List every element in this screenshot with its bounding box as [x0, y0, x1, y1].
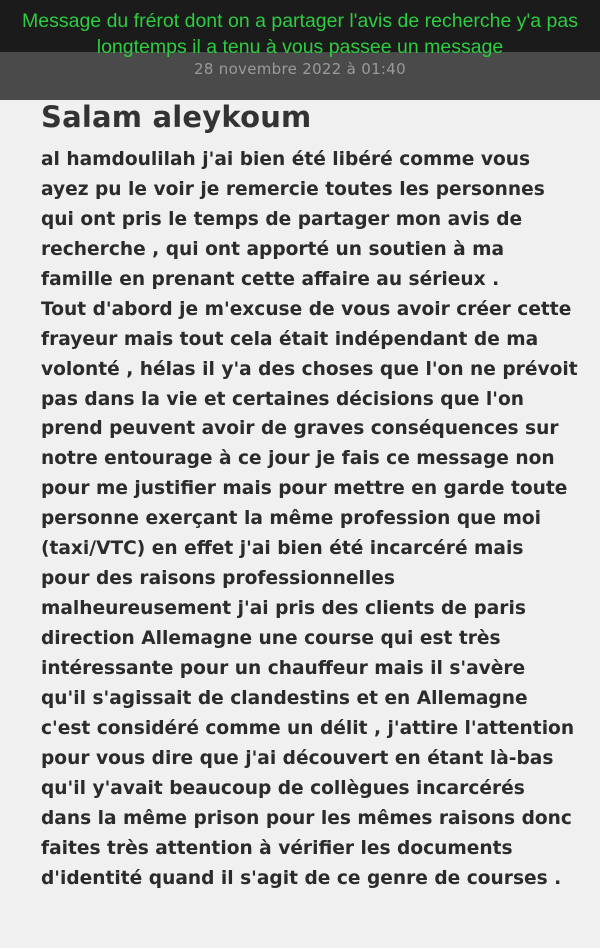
message-line: qui ont pris le temps de partager mon avis de	[41, 208, 523, 230]
message-line: pour des raisons professionnelles	[41, 568, 395, 590]
message-timestamp: 28 novembre 2022 à 01:40	[194, 60, 406, 78]
message-line: notre entourage à ce jour je fais ce message non	[41, 448, 555, 470]
message-line: prend peuvent avoir de graves conséquences sur	[41, 418, 559, 440]
message-line: pour me justifier mais pour mettre en garde toute	[41, 478, 568, 500]
message-line: dans la même prison pour les mêmes raisons donc	[41, 807, 572, 829]
message-line: volonté , hélas il y'a des choses que l'on ne prévoit	[41, 358, 578, 380]
message-line: famille en prenant cette affaire au sérieux .	[41, 268, 500, 290]
message-line: al hamdoulilah j'ai bien été libéré comme vous	[41, 149, 531, 170]
message-line: direction Allemagne une course qui est très	[41, 628, 501, 649]
message-title: Salam aleykoum	[41, 100, 312, 134]
message-line: pas dans la vie et certaines décisions que l'on	[41, 388, 524, 410]
message-line: qu'il y'avait beaucoup de collègues incarcérés	[41, 777, 525, 799]
message-line: (taxi/VTC) en effet j'ai bien été incarcéré mais	[41, 538, 524, 560]
message-line: malheureusement j'ai pris des clients de paris	[41, 598, 526, 620]
message-line: recherche , qui ont apporté un soutien à ma	[41, 238, 505, 260]
message-line: Tout d'abord je m'excuse de vous avoir créer cette	[41, 298, 572, 320]
message-line: ayez pu le voir je remercie toutes les personnes	[41, 178, 545, 200]
message-body	[41, 145, 578, 893]
message-line: personne exerçant la même profession que moi	[41, 508, 541, 530]
message-line: frayeur mais tout cela était indépendant de ma	[41, 328, 539, 350]
story-caption: Message du frérot dont on a partager l'avis de recherche y'a pas longtemps il a tenu à vous passee un message	[22, 10, 578, 58]
message-line: intéressante pour un chauffeur mais il s'avère	[41, 657, 526, 679]
message-line: d'identité quand il s'agit de ce genre de courses .	[41, 867, 562, 889]
message-line: c'est considéré comme un délit , j'attire l'attention	[41, 717, 575, 739]
message-line: faites très attention à vérifier les documents	[41, 837, 513, 859]
message-line: pour vous dire que j'ai découvert en étant là-bas	[41, 747, 554, 769]
message-line: qu'il s'agissait de clandestins et en Allemagne	[41, 687, 528, 709]
